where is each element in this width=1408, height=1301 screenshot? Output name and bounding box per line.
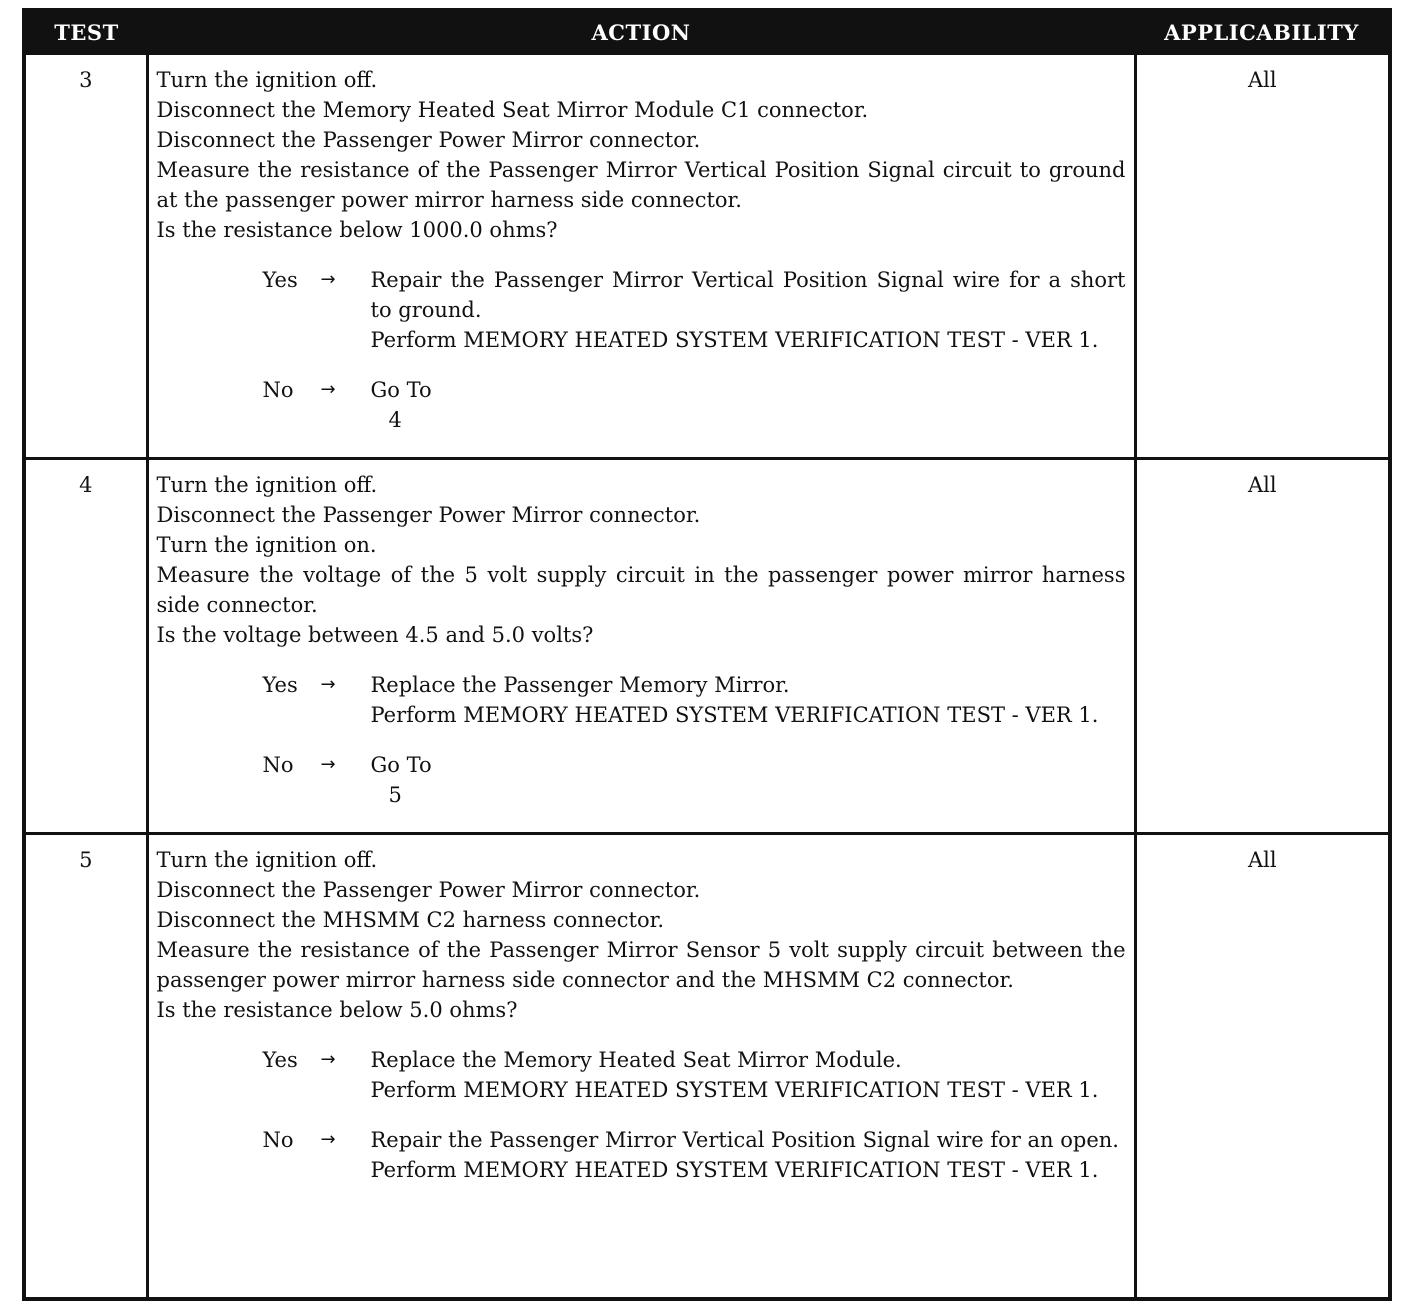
diagnostic-page bbox=[22, 8, 1388, 1301]
result-line: Perform MEMORY HEATED SYSTEM VERIFICATION TEST - VER 1. bbox=[370, 1158, 1099, 1182]
goto-label: Go To bbox=[370, 378, 432, 402]
action-cell bbox=[147, 834, 1135, 1300]
yes-outcome bbox=[263, 670, 1126, 730]
yes-result bbox=[371, 670, 1126, 730]
test-number: 4 bbox=[24, 459, 147, 834]
result-line: Replace the Passenger Memory Mirror. bbox=[370, 673, 790, 697]
applicability-value: All bbox=[1135, 834, 1390, 1300]
yes-outcome bbox=[263, 1045, 1126, 1105]
applicability-value: All bbox=[1135, 54, 1390, 459]
action-step: Disconnect the Passenger Power Mirror connector. bbox=[156, 878, 701, 902]
result-line: Replace the Memory Heated Seat Mirror Module. bbox=[370, 1048, 902, 1072]
action-step: Turn the ignition on. bbox=[156, 533, 377, 557]
no-result bbox=[371, 750, 1126, 810]
no-label: No bbox=[262, 1128, 294, 1152]
yes-result bbox=[371, 1045, 1126, 1105]
arrow-icon: → bbox=[320, 674, 336, 695]
action-question: Is the voltage between 4.5 and 5.0 volts? bbox=[156, 623, 594, 647]
action-cell bbox=[147, 459, 1135, 834]
action-question: Is the resistance below 5.0 ohms? bbox=[156, 998, 518, 1022]
yes-label: Yes bbox=[262, 268, 298, 292]
result-line: Perform MEMORY HEATED SYSTEM VERIFICATION TEST - VER 1. bbox=[370, 328, 1099, 352]
result-line: Repair the Passenger Mirror Vertical Position Signal wire for an open. bbox=[370, 1128, 1119, 1152]
action-cell bbox=[147, 54, 1135, 459]
arrow-icon: → bbox=[320, 1049, 336, 1070]
action-step: Turn the ignition off. bbox=[156, 848, 378, 872]
header-test: TEST bbox=[24, 10, 147, 54]
no-result bbox=[371, 375, 1126, 435]
action-step: Measure the resistance of the Passenger Mirror Sensor 5 volt supply circuit between the passenger power mirror harness side connector and the MHSMM C2 connector. bbox=[156, 938, 1126, 992]
action-step: Turn the ignition off. bbox=[156, 68, 378, 92]
goto-link[interactable] bbox=[371, 375, 1126, 435]
applicability-value: All bbox=[1135, 459, 1390, 834]
no-label: No bbox=[262, 753, 294, 777]
goto-number: 5 bbox=[388, 783, 402, 807]
no-outcome bbox=[263, 375, 1126, 435]
action-step: Measure the resistance of the Passenger Mirror Vertical Position Signal circuit to ground at the passenger power mirror harness side connector. bbox=[156, 158, 1126, 212]
action-step: Disconnect the Passenger Power Mirror connector. bbox=[156, 503, 701, 527]
header-applicability: APPLICABILITY bbox=[1135, 10, 1390, 54]
arrow-icon: → bbox=[320, 379, 336, 400]
no-outcome bbox=[263, 1125, 1126, 1185]
action-step: Disconnect the Passenger Power Mirror connector. bbox=[156, 128, 701, 152]
action-step: Disconnect the MHSMM C2 harness connector. bbox=[156, 908, 665, 932]
goto-link[interactable] bbox=[371, 750, 1126, 810]
action-step: Disconnect the Memory Heated Seat Mirror Module C1 connector. bbox=[156, 98, 869, 122]
no-result bbox=[371, 1125, 1126, 1185]
test-number: 3 bbox=[24, 54, 147, 459]
table-row-test-5 bbox=[24, 834, 1390, 1300]
table-row-test-4 bbox=[24, 459, 1390, 834]
yes-result bbox=[371, 265, 1126, 355]
result-line: Perform MEMORY HEATED SYSTEM VERIFICATION TEST - VER 1. bbox=[370, 703, 1099, 727]
table-row-test-3 bbox=[24, 54, 1390, 459]
action-step: Turn the ignition off. bbox=[156, 473, 378, 497]
no-label: No bbox=[262, 378, 294, 402]
diagnostic-test-table bbox=[22, 8, 1392, 1301]
yes-label: Yes bbox=[262, 673, 298, 697]
action-question: Is the resistance below 1000.0 ohms? bbox=[156, 218, 558, 242]
yes-outcome bbox=[263, 265, 1126, 355]
action-step: Measure the voltage of the 5 volt supply circuit in the passenger power mirror harness side connector. bbox=[156, 563, 1126, 617]
result-line: Repair the Passenger Mirror Vertical Position Signal wire for a short to ground. bbox=[370, 268, 1126, 322]
header-action: ACTION bbox=[147, 10, 1135, 54]
arrow-icon: → bbox=[320, 269, 336, 290]
arrow-icon: → bbox=[320, 754, 336, 775]
test-number: 5 bbox=[24, 834, 147, 1300]
yes-label: Yes bbox=[262, 1048, 298, 1072]
goto-number: 4 bbox=[388, 408, 402, 432]
table-header-row bbox=[24, 10, 1390, 54]
arrow-icon: → bbox=[320, 1129, 336, 1150]
no-outcome bbox=[263, 750, 1126, 810]
goto-label: Go To bbox=[370, 753, 432, 777]
result-line: Perform MEMORY HEATED SYSTEM VERIFICATION TEST - VER 1. bbox=[370, 1078, 1099, 1102]
